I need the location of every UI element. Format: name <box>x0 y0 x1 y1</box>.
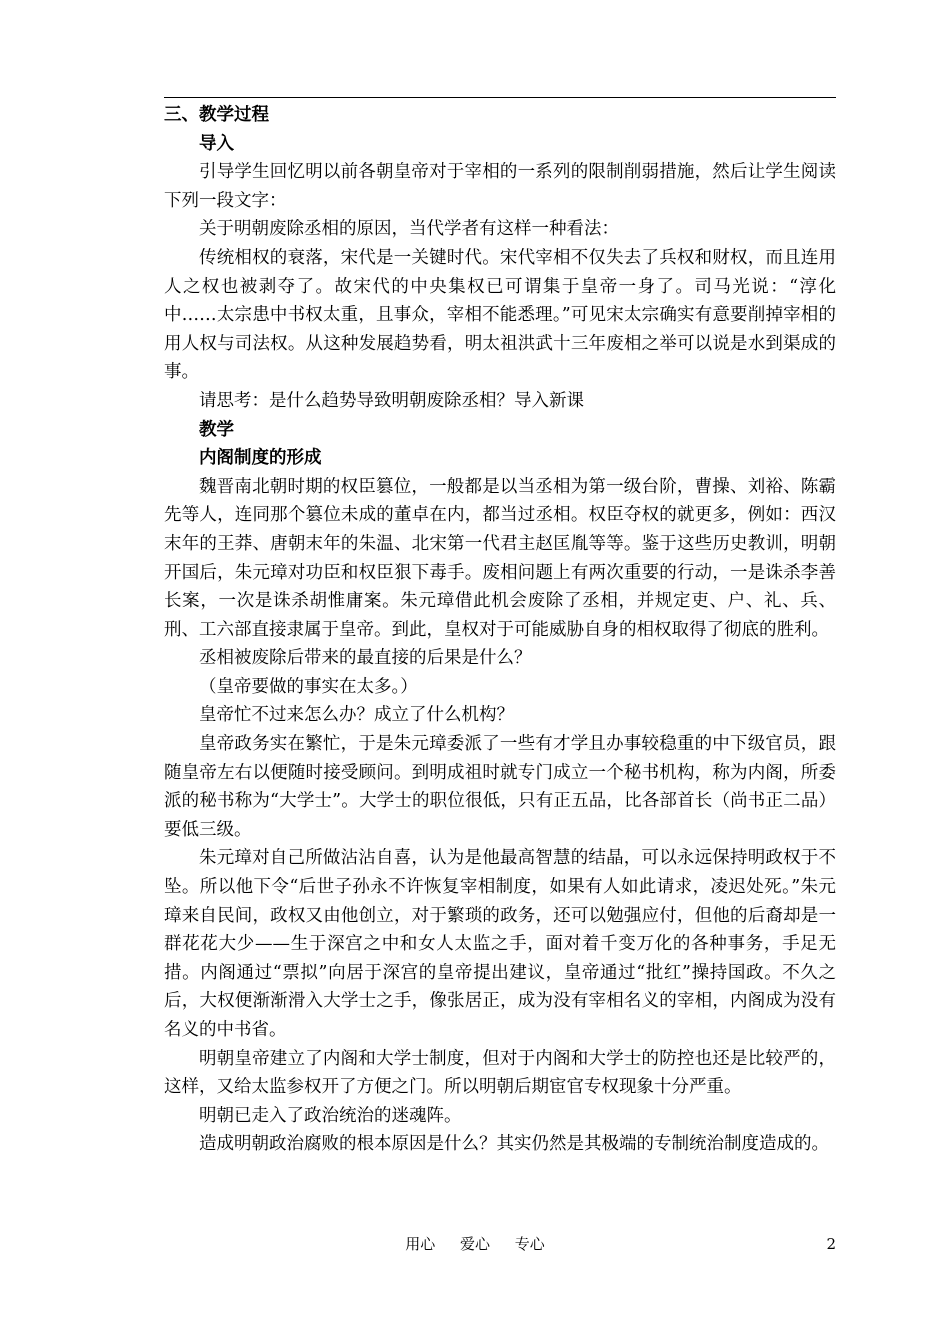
paragraph: 明朝皇帝建立了内阁和大学士制度，但对于内阁和大学士的防控也还是比较严的，这样，又给太监参权开了方便之门。所以明朝后期宦官专权现象十分严重。 <box>164 1048 836 1098</box>
paragraph: 魏晋南北朝时期的权臣篡位，一般都是以当丞相为第一级台阶，曹操、刘裕、陈霸先等人，连同那个篡位未成的董卓在内，都当过丞相。权臣夺权的就更多，例如：西汉末年的王莽、唐朝末年的朱温、北宋第一代君主赵匡胤等等。鉴于这些历史教训，明朝开国后，朱元璋对功臣和权臣狠下毒手。废相问题上有两次重要的行动，一是诛杀李善长案，一次是诛杀胡惟庸案。朱元璋借此机会废除了丞相，并规定吏、户、礼、兵、刑、工六部直接隶属于皇帝。到此，皇权对于可能威胁自身的相权取得了彻底的胜利。 <box>164 476 836 640</box>
page-footer <box>0 1232 950 1256</box>
question-paragraph: 皇帝忙不过来怎么办？成立了什么机构？ <box>199 705 514 726</box>
question-paragraph: 丞相被废除后带来的最直接的后果是什么？ <box>199 648 532 669</box>
motto-word: 爱心 <box>459 1235 490 1253</box>
quoted-passage: 传统相权的衰落，宋代是一关键时代。宋代宰相不仅失去了兵权和财权，而且连用人之权也被剥夺了。故宋代的中央集权已可谓集于皇帝一身了。司马光说：“淳化中……太宗患中书权太重，且事众，宰相不能悉理。”可见宋太宗确实有意要削掉宰相的用人权与司法权。从这种发展趋势看，明太祖洪武十三年废相之举可以说是水到渠成的事。 <box>164 247 836 383</box>
subheading-teaching: 教学 <box>199 419 234 440</box>
paragraph: 皇帝政务实在繁忙，于是朱元璋委派了一些有才学且办事较稳重的中下级官员，跟随皇帝左右以便随时接受顾问。到明成祖时就专门成立一个秘书机构，称为内阁，所委派的秘书称为“大学士”。大学士的职位很低，只有正五品，比各部首长（尚书正二品）要低三级。 <box>164 734 836 840</box>
question-paragraph: 请思考：是什么趋势导致明朝废除丞相？导入新课 <box>199 390 584 411</box>
motto-word: 用心 <box>405 1235 436 1253</box>
paragraph: 朱元璋对自己所做沾沾自喜，认为是他最高智慧的结晶，可以永远保持明政权于不坠。所以他下令“后世子孙永不许恢复宰相制度，如果有人如此请求，凌迟处死。”朱元璋来自民间，政权又由他创立，对于繁琐的政务，还可以勉强应付，但他的后裔却是一群花花大少——生于深宫之中和女人太监之手，面对着千变万化的各种事务，手足无措。内阁通过“票拟”向居于深宫的皇帝提出建议，皇帝通过“批红”操持国政。不久之后，大权便渐渐滑入大学士之手，像张居正，成为没有宰相名义的宰相，内阁成为没有名义的中书省。 <box>164 848 836 1040</box>
page-number: 2 <box>826 1235 836 1253</box>
section-title: 三、教学过程 <box>164 105 269 125</box>
subheading-intro: 导入 <box>199 133 234 154</box>
subheading-cabinet: 内阁制度的形成 <box>199 448 322 469</box>
paragraph: 关于明朝废除丞相的原因，当代学者有这样一种看法： <box>199 219 619 240</box>
paragraph: 造成明朝政治腐败的根本原因是什么？其实仍然是其极端的专制统治制度造成的。 <box>199 1134 829 1155</box>
motto-word: 专心 <box>514 1235 545 1253</box>
paragraph: 明朝已走入了政治统治的迷魂阵。 <box>199 1105 462 1126</box>
page-content <box>164 101 836 1159</box>
footer-motto <box>0 1232 950 1256</box>
paragraph: 引导学生回忆明以前各朝皇帝对于宰相的一系列的限制削弱措施，然后让学生阅读下列一段文字： <box>164 162 836 211</box>
header-rule <box>164 97 836 98</box>
answer-paragraph: （皇帝要做的事实在太多。） <box>199 676 418 697</box>
